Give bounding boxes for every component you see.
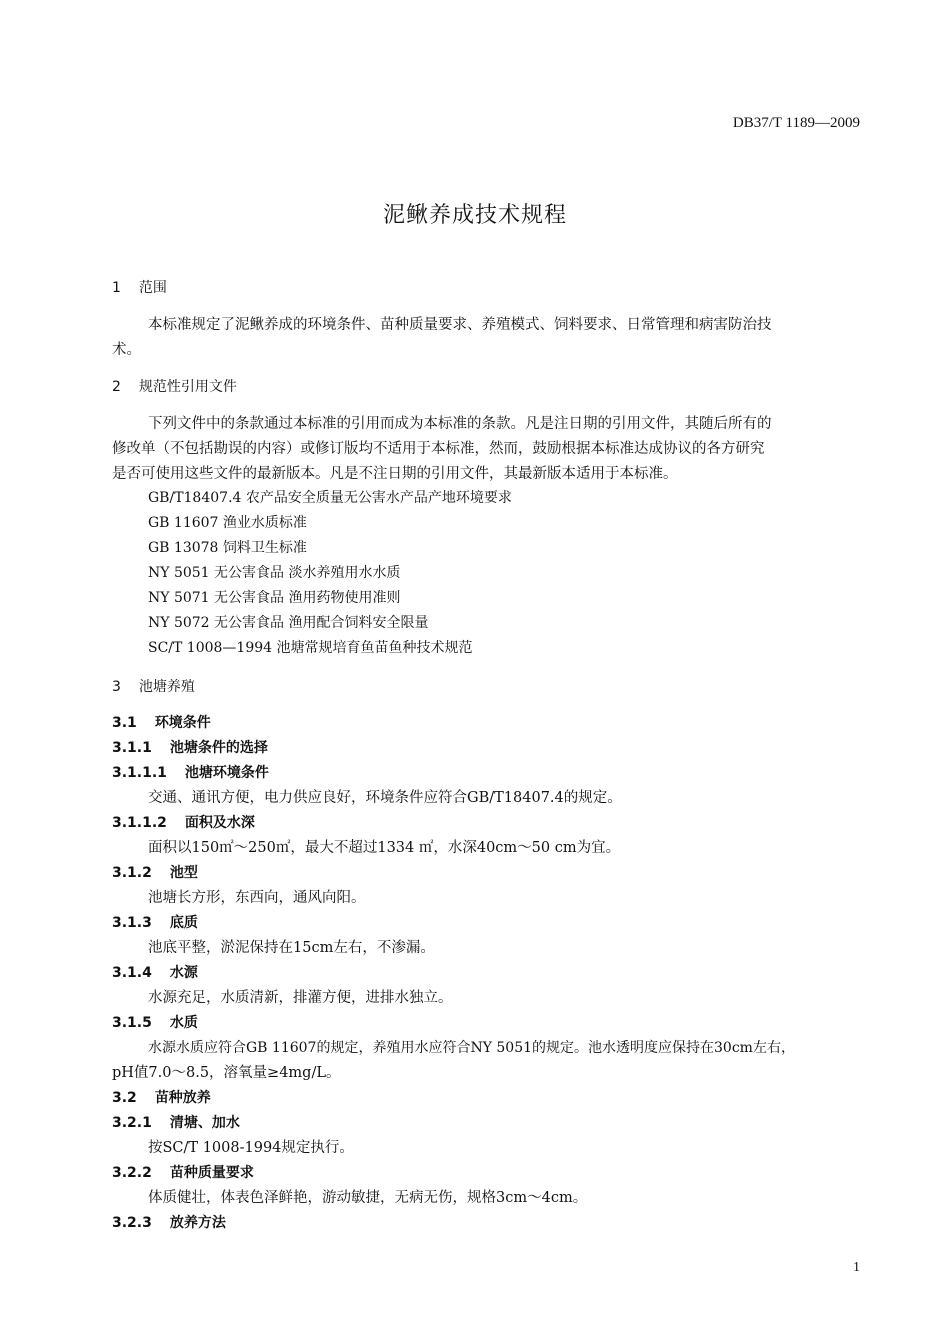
page-number: 1: [853, 1260, 860, 1275]
paragraph-line: 池底平整，淤泥保持在15cm左右，不渗漏。: [148, 940, 435, 956]
paragraph-line: 面积以150㎡～250㎡，最大不超过1334 ㎡，水深40cm～50 cm为宜。: [148, 840, 621, 856]
paragraph-line: 水源水质应符合GB 11607的规定，养殖用水应符合NY 5051的规定。池水透明度应保持在30cm左右，: [148, 1040, 795, 1056]
section-number: 3.1.1.1: [112, 765, 167, 781]
subsection-heading: [112, 1088, 862, 1108]
section-number: 3.1.5: [112, 1015, 152, 1031]
section-number: 3.2.3: [112, 1215, 152, 1231]
section-title: 放养方法: [169, 1215, 226, 1231]
section-number: 1: [112, 280, 121, 296]
standard-number: DB37/T 1189—2009: [732, 115, 860, 131]
section-number: 3.1.2: [112, 865, 152, 881]
section-number: 3.2.1: [112, 1115, 152, 1131]
subsection-heading: [112, 913, 862, 933]
subsection-heading: [112, 738, 862, 758]
section-title: 范围: [138, 280, 167, 296]
section-title: 面积及水深: [184, 815, 255, 831]
section-title: 池塘环境条件: [184, 765, 269, 781]
reference-item: NY 5051 无公害食品 淡水养殖用水水质: [148, 565, 401, 581]
section-title: 底质: [169, 915, 198, 931]
section-title: 清塘、加水: [169, 1115, 240, 1131]
paragraph-line: 池塘长方形，东西向，通风向阳。: [148, 890, 366, 906]
subsection-heading: [112, 1113, 862, 1133]
reference-item: NY 5072 无公害食品 渔用配合饲料安全限量: [148, 615, 429, 631]
paragraph-line: pH值7.0～8.5，溶氧量≥4mg/L。: [112, 1065, 341, 1081]
section-number: 3.1.1: [112, 740, 152, 756]
paragraph-line: 本标准规定了泥鳅养成的环境条件、苗种质量要求、养殖模式、饲料要求、日常管理和病害防治技: [148, 317, 772, 333]
paragraph-line: 水源充足，水质清新，排灌方便，进排水独立。: [148, 990, 453, 1006]
section-title: 苗种质量要求: [169, 1165, 254, 1181]
subsection-heading: [112, 813, 862, 833]
paragraph-line: 交通、通讯方便，电力供应良好，环境条件应符合GB/T18407.4的规定。: [148, 790, 622, 806]
subsection-heading: [112, 863, 862, 883]
section-number: 3.2: [112, 1090, 137, 1106]
section-title: 池塘养殖: [138, 679, 195, 695]
reference-item: GB 13078 饲料卫生标准: [148, 540, 307, 556]
section-title: 苗种放养: [154, 1090, 211, 1106]
section-title: 规范性引用文件: [138, 379, 237, 395]
section-1-heading: [112, 278, 862, 298]
subsection-heading: [112, 1213, 862, 1233]
subsection-heading: [112, 713, 862, 733]
subsection-heading: [112, 963, 862, 983]
subsection-heading: [112, 1013, 862, 1033]
section-2-heading: [112, 377, 862, 397]
section-title: 水质: [169, 1015, 198, 1031]
section-title: 环境条件: [154, 715, 211, 731]
paragraph-line: 按SC/T 1008-1994规定执行。: [148, 1140, 354, 1156]
section-number: 3.1: [112, 715, 137, 731]
section-number: 3.1.3: [112, 915, 152, 931]
paragraph-line: 下列文件中的条款通过本标准的引用而成为本标准的条款。凡是注日期的引用文件，其随后所有的: [148, 416, 772, 432]
section-number: 3.1.4: [112, 965, 152, 981]
paragraph-line: 体质健壮，体表色泽鲜艳，游动敏捷，无病无伤，规格3cm～4cm。: [148, 1190, 588, 1206]
section-number: 2: [112, 379, 121, 395]
section-number: 3.2.2: [112, 1165, 152, 1181]
section-title: 水源: [169, 965, 198, 981]
section-title: 池型: [169, 865, 198, 881]
reference-item: SC/T 1008—1994 池塘常规培育鱼苗鱼种技术规范: [148, 640, 473, 656]
section-3-heading: [112, 677, 862, 697]
reference-item: GB/T18407.4 农产品安全质量无公害水产品产地环境要求: [148, 490, 512, 506]
section-title: 池塘条件的选择: [169, 740, 268, 756]
subsection-heading: [112, 1163, 862, 1183]
subsection-heading: [112, 763, 862, 783]
section-number: 3: [112, 679, 121, 695]
section-number: 3.1.1.2: [112, 815, 167, 831]
reference-item: GB 11607 渔业水质标准: [148, 515, 307, 531]
paragraph-line: 修改单（不包括勘误的内容）或修订版均不适用于本标准，然而，鼓励根据本标准达成协议的各方研究: [112, 441, 765, 457]
paragraph-line: 术。: [112, 342, 141, 358]
reference-item: NY 5071 无公害食品 渔用药物使用准则: [148, 590, 401, 606]
document-title: 泥鳅养成技术规程: [382, 203, 567, 228]
paragraph-line: 是否可使用这些文件的最新版本。凡是不注日期的引用文件，其最新版本适用于本标准。: [112, 466, 678, 482]
